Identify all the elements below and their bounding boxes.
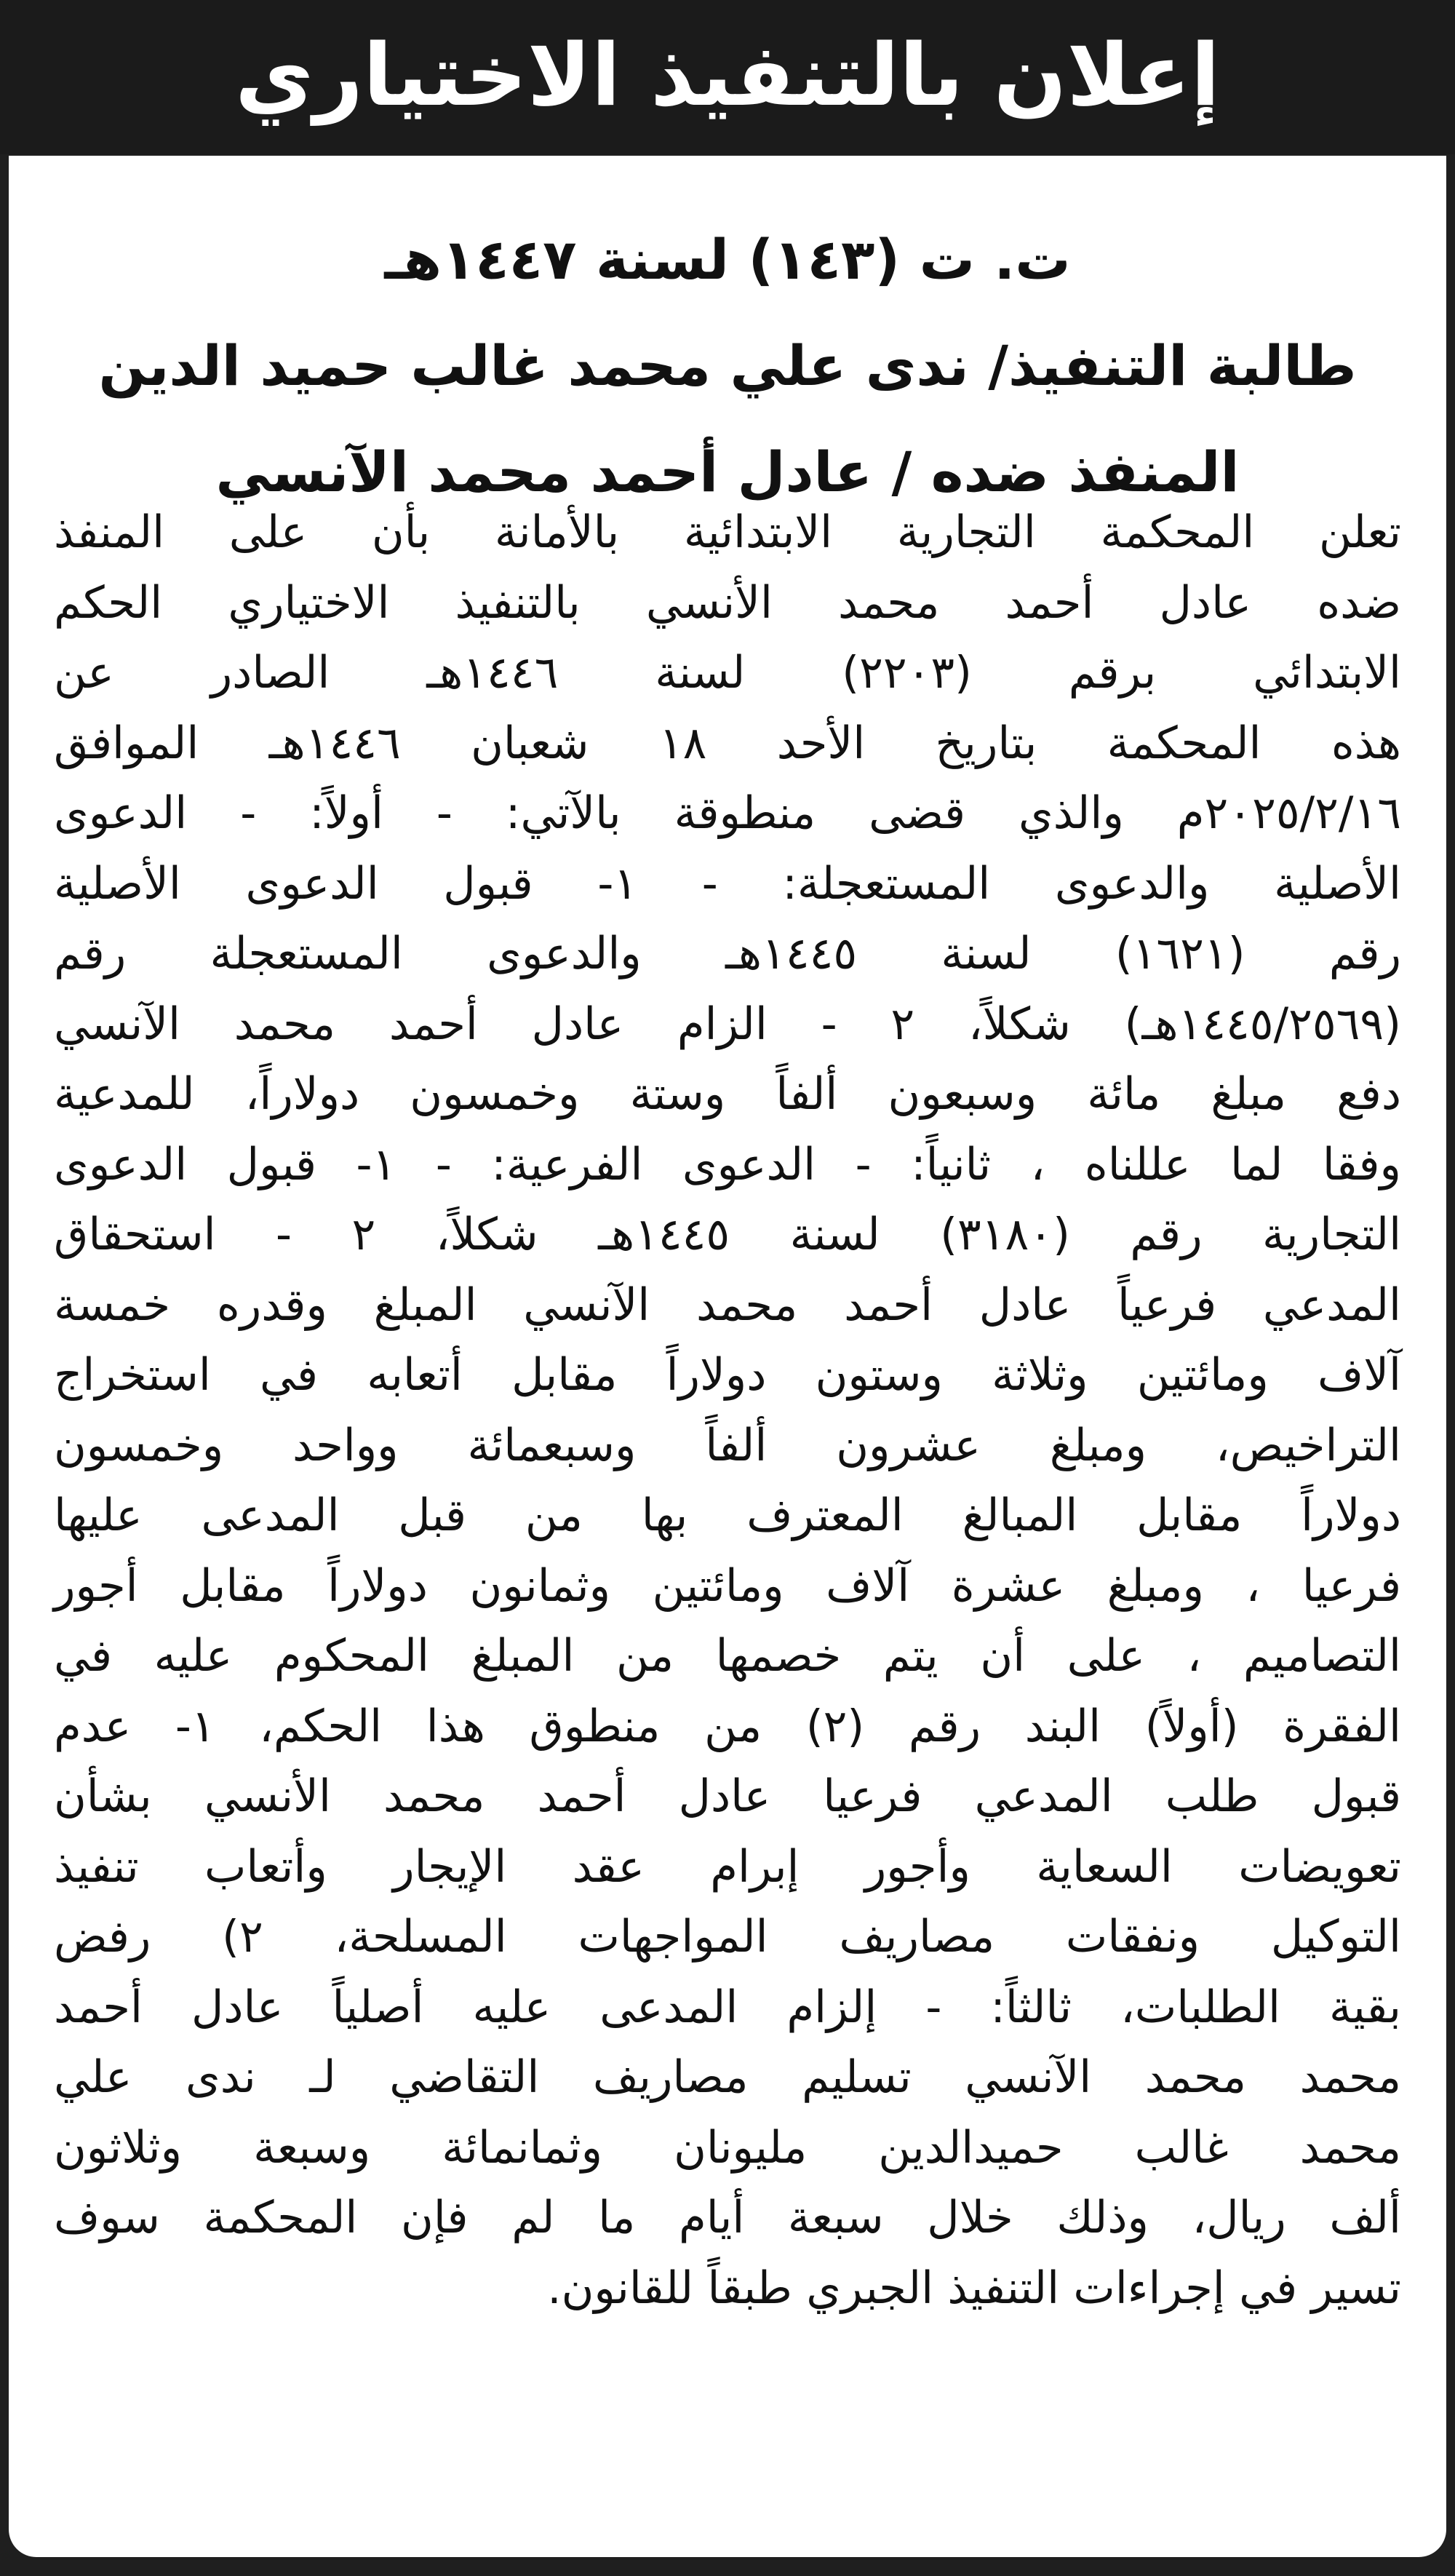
text-line: ٢٠٢٥/٢/١٦م والذي قضى منطوقة بالآتي: - أولاً: - الدعوى [54, 787, 1401, 839]
text-line: دولاراً مقابل المبالغ المعترف بها من قبل المدعى عليها [54, 1490, 1401, 1541]
text-line: رقم (١٦٢١) لسنة ١٤٤٥هـ والدعوى المستعجلة رقم [54, 928, 1401, 979]
text-line: فرعيا ، ومبلغ عشرة آلاف ومائتين وثمانون دولاراً مقابل أجور [54, 1559, 1401, 1612]
case-info [9, 207, 1446, 525]
text-line: قبول طلب المدعي فرعيا عادل أحمد محمد الأنسي بشأن [54, 1770, 1401, 1822]
text-line: بقية الطلبات، ثالثاً: - إلزام المدعى عليه أصلياً عادل أحمد [54, 1981, 1401, 2033]
announcement-title: إعلان بالتنفيذ الاختياري [234, 25, 1221, 125]
text-line: تسير في إجراءات التنفيذ الجبري طبقاً للقانون. [547, 2262, 1401, 2314]
execution-applicant: طالبة التنفيذ/ ندى علي محمد غالب حميد الدين [98, 333, 1357, 398]
announcement-body-panel [9, 156, 1446, 2557]
announcement-text [54, 498, 1401, 2323]
text-line: تعلن المحكمة التجارية الابتدائية بالأمانة بأن على المنفذ [54, 506, 1401, 558]
text-line: الفقرة (أولاً) البند رقم (٢) من منطوق هذا الحكم، ١- عدم [54, 1700, 1401, 1752]
text-line: التصاميم ، على أن يتم خصمها من المبلغ المحكوم عليه في [54, 1630, 1401, 1682]
text-line: الابتدائي برقم (٢٢٠٣) لسنة ١٤٤٦هـ الصادر عن [54, 647, 1401, 699]
text-line: هذه المحكمة بتاريخ الأحد ١٨ شعبان ١٤٤٦هـ الموافق [54, 717, 1401, 769]
execution-respondent: المنفذ ضده / عادل أحمد محمد الآنسي [215, 440, 1240, 504]
announcement-header [0, 0, 1455, 154]
text-line: ضده عادل أحمد محمد الأنسي بالتنفيذ الاختياري الحكم [54, 576, 1401, 629]
text-line: التجارية رقم (٣١٨٠) لسنة ١٤٤٥هـ شكلاً، ٢ - استحقاق [54, 1209, 1402, 1260]
text-line: التراخيص، ومبلغ عشرون ألفاً وسبعمائة وواحد وخمسون [54, 1419, 1401, 1471]
text-line: آلاف ومائتين وثلاثة وستون دولاراً مقابل أتعابه في استخراج [54, 1349, 1401, 1401]
text-line: دفع مبلغ مائة وسبعون ألفاً وستة وخمسون دولاراً، للمدعية [54, 1068, 1401, 1120]
case-number: ت. ت (١٤٣) لسنة ١٤٤٧هـ [384, 227, 1071, 292]
text-line: محمد غالب حميدالدين مليونان وثمانمائة وسبعة وثلاثون [54, 2121, 1401, 2174]
text-line: تعويضات السعاية وأجور إبرام عقد الإيجار وأتعاب تنفيذ [54, 1840, 1401, 1893]
text-line: الأصلية والدعوى المستعجلة: - ١- قبول الدعوى الأصلية [54, 857, 1401, 910]
text-line: (١٤٤٥/٢٥٦٩هـ) شكلاً، ٢ - الزام عادل أحمد محمد الآنسي [54, 998, 1401, 1050]
text-line: وفقا لما عللناه ، ثانياً: - الدعوى الفرعية: - ١- قبول الدعوى [54, 1138, 1401, 1190]
text-line: ألف ريال، وذلك خلال سبعة أيام ما لم فإن المحكمة سوف [54, 2192, 1401, 2243]
text-line: التوكيل ونفقات مصاريف المواجهات المسلحة، ٢) رفض [54, 1911, 1401, 1963]
text-line: المدعي فرعياً عادل أحمد محمد الآنسي المبلغ وقدره خمسة [54, 1279, 1401, 1331]
text-line: محمد محمد الآنسي تسليم مصاريف التقاضي لـ ندى علي [54, 2051, 1401, 2103]
